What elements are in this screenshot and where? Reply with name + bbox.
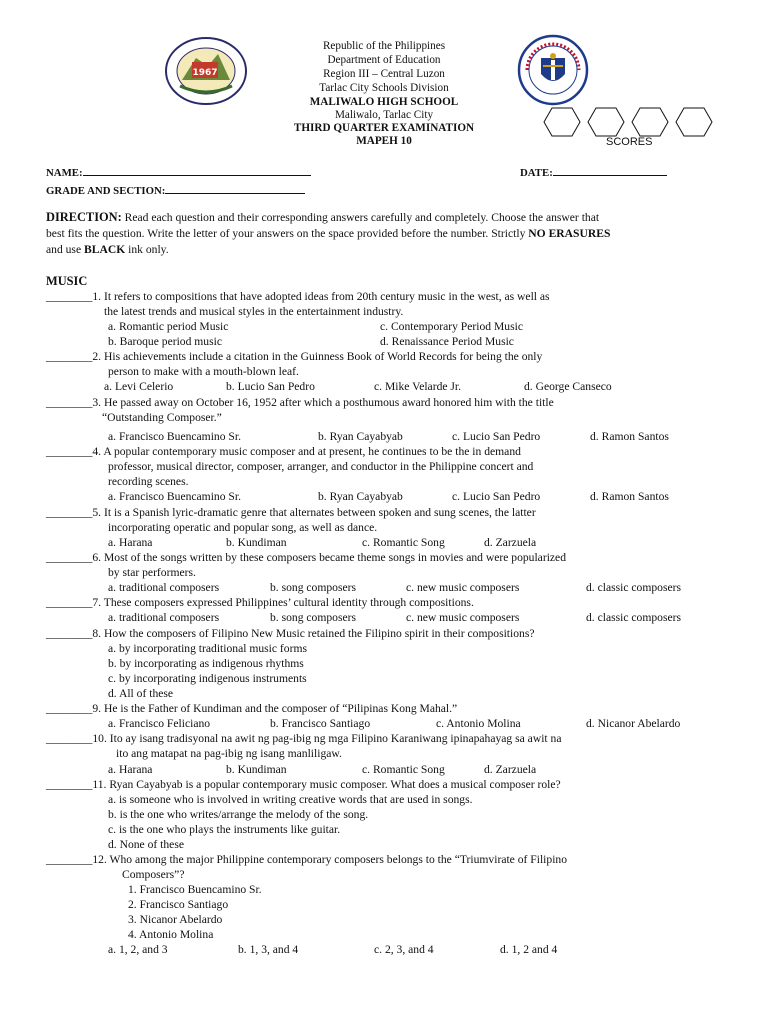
q12-item-2: 2. Francisco Santiago (128, 898, 229, 911)
q12-item-3: 3. Nicanor Abelardo (128, 913, 223, 926)
question-8: ________8. How the composers of Filipino New Music retained the Filipino spirit in their compositions? (46, 627, 535, 640)
q9-option-b: b. Francisco Santiago (270, 717, 371, 730)
grade-label: GRADE AND SECTION: (46, 185, 166, 197)
q12-item-1: 1. Francisco Buencamino Sr. (128, 883, 262, 896)
q8-option-d: d. All of these (108, 687, 174, 700)
question-11: ________11. Ryan Cayabyab is a popular contemporary music composer. What does a musical composer role? (46, 778, 561, 791)
date-input[interactable] (553, 164, 667, 176)
header-exam: THIRD QUARTER EXAMINATION (293, 122, 475, 134)
q7-option-a: a. traditional composers (108, 611, 220, 624)
question-4-line-2: professor, musical director, composer, arranger, and conductor in the Philippine concert and (108, 460, 534, 473)
q7-option-d: d. classic composers (586, 611, 681, 624)
direction-line-2 (46, 226, 610, 241)
question-12: ________12. Who among the major Philippine contemporary composers belongs to the “Triumvirate of Filipino (46, 853, 568, 866)
question-12-line-2: Composers”? (122, 868, 185, 881)
question-5-line-2: incorporating operatic and popular song, as well as dance. (108, 521, 378, 534)
q6-option-b: b. song composers (270, 581, 356, 594)
q1-option-b: b. Baroque period music (108, 335, 222, 348)
header-subject: MAPEH 10 (356, 135, 412, 147)
q11-option-d: d. None of these (108, 838, 184, 851)
score-star-3 (632, 108, 668, 136)
q10-option-b: b. Kundiman (226, 763, 287, 776)
score-star-2 (588, 108, 624, 136)
direction-text-1: Read each question and their corresponding answers carefully and completely. Choose the answer that (124, 211, 600, 224)
q5-option-c: c. Romantic Song (362, 536, 445, 549)
seal-year: 1967 (192, 68, 218, 78)
question-9: ________9. He is the Father of Kundiman and the composer of “Pilipinas Kong Mahal.” (46, 702, 458, 715)
q12-item-4: 4. Antonio Molina (128, 928, 214, 941)
q12-option-a: a. 1, 2, and 3 (108, 943, 168, 956)
direction-text-3a: and use (46, 243, 82, 256)
q3-option-a: a. Francisco Buencamino Sr. (108, 430, 241, 443)
question-4: ________4. A popular contemporary music composer and at present, he continues to be the in demand (46, 445, 521, 458)
q8-option-c: c. by incorporating indigenous instruments (108, 672, 307, 685)
header-department: Department of Education (327, 54, 441, 66)
q6-option-c: c. new music composers (406, 581, 520, 594)
direction-line-3 (46, 242, 169, 257)
q12-option-b: b. 1, 3, and 4 (238, 943, 299, 956)
q1-option-c: c. Contemporary Period Music (380, 320, 523, 333)
q6-option-a: a. traditional composers (108, 581, 220, 594)
q9-option-d: d. Nicanor Abelardo (586, 717, 681, 730)
q10-option-a: a. Harana (108, 763, 153, 776)
section-title: MUSIC (46, 274, 88, 288)
q4-option-a: a. Francisco Buencamino Sr. (108, 490, 241, 503)
q7-option-c: c. new music composers (406, 611, 520, 624)
name-input[interactable] (83, 164, 311, 176)
q4-option-d: d. Ramon Santos (590, 490, 669, 503)
q8-option-a: a. by incorporating traditional music forms (108, 642, 307, 655)
score-star-1 (544, 108, 580, 136)
header-school: MALIWALO HIGH SCHOOL (309, 96, 459, 108)
direction-no-erasures: NO ERASURES (528, 227, 611, 240)
question-10: ________10. Ito ay isang tradisyonal na awit ng pag-ibig ng mga Filipino Karaniwang ipinapahayag sa awit na (46, 732, 562, 745)
q10-option-c: c. Romantic Song (362, 763, 445, 776)
q10-option-d: d. Zarzuela (484, 763, 537, 776)
q5-option-d: d. Zarzuela (484, 536, 537, 549)
q2-option-d: d. George Canseco (524, 380, 612, 393)
question-10-line-2: ito ang matapat na pag-ibig ng isang manliligaw. (116, 747, 342, 760)
question-5: ________5. It is a Spanish lyric-dramatic genre that alternates between spoken and sung scenes, the latter (46, 506, 536, 519)
header-region: Region III – Central Luzon (323, 68, 445, 80)
q1-option-a: a. Romantic period Music (108, 320, 229, 333)
question-2: ________2. His achievements include a citation in the Guinness Book of World Records for being the only (46, 350, 543, 363)
direction-text-3c: ink only. (128, 243, 169, 256)
q2-option-b: b. Lucio San Pedro (226, 380, 315, 393)
question-1-line-2: the latest trends and musical styles in the entertainment industry. (104, 305, 404, 318)
question-3: ________3. He passed away on October 16, 1952 after which a posthumous award honored him with the title (46, 396, 554, 409)
question-4-line-3: recording scenes. (108, 475, 189, 488)
grade-section-field (46, 181, 305, 199)
q11-option-a: a. is someone who is involved in writing creative words that are used in songs. (108, 793, 473, 806)
q4-option-b: b. Ryan Cayabyab (318, 490, 403, 503)
q1-option-d: d. Renaissance Period Music (380, 335, 514, 348)
score-boxes (540, 104, 720, 140)
question-1: ________1. It refers to compositions that have adopted ideas from 20th century music in the west, as well as (46, 290, 550, 303)
grade-input[interactable] (165, 182, 305, 194)
q5-option-b: b. Kundiman (226, 536, 287, 549)
question-6-line-2: by star performers. (108, 566, 196, 579)
q9-option-a: a. Francisco Feliciano (108, 717, 211, 730)
header-division: Tarlac City Schools Division (319, 82, 449, 94)
q7-option-b: b. song composers (270, 611, 356, 624)
q3-option-c: c. Lucio San Pedro (452, 430, 541, 443)
date-label: DATE: (520, 167, 553, 179)
q8-option-b: b. by incorporating as indigenous rhythms (108, 657, 304, 670)
header-address: Maliwalo, Tarlac City (334, 109, 434, 121)
q5-option-a: a. Harana (108, 536, 153, 549)
question-2-line-2: person to make with a mouth-blown leaf. (108, 365, 299, 378)
direction-line-1 (46, 210, 599, 225)
q11-option-b: b. is the one who writes/arrange the melody of the song. (108, 808, 369, 821)
q2-option-c: c. Mike Velarde Jr. (374, 380, 462, 393)
direction-black: BLACK (84, 243, 126, 256)
question-6: ________6. Most of the songs written by these composers became theme songs in movies and were popularized (46, 551, 566, 564)
score-star-4 (676, 108, 712, 136)
direction-text-2: best fits the question. Write the letter of your answers on the space provided before the number. Strictly (46, 227, 526, 240)
name-field (46, 163, 311, 181)
q2-option-a: a. Levi Celerio (104, 380, 174, 393)
q6-option-d: d. classic composers (586, 581, 681, 594)
q3-option-b: b. Ryan Cayabyab (318, 430, 403, 443)
q11-option-c: c. is the one who plays the instruments like guitar. (108, 823, 341, 836)
q12-option-c: c. 2, 3, and 4 (374, 943, 434, 956)
question-7: ________7. These composers expressed Philippines’ cultural identity through compositions. (46, 596, 474, 609)
q3-option-d: d. Ramon Santos (590, 430, 669, 443)
q9-option-c: c. Antonio Molina (436, 717, 521, 730)
q12-option-d: d. 1, 2 and 4 (500, 943, 558, 956)
date-field (520, 163, 667, 181)
header-republic: Republic of the Philippines (322, 40, 446, 52)
q4-option-c: c. Lucio San Pedro (452, 490, 541, 503)
name-label: NAME: (46, 167, 83, 179)
direction-label: DIRECTION: (46, 210, 122, 224)
scores-label: SCORES (606, 136, 653, 148)
question-3-line-2: “Outstanding Composer.” (102, 411, 222, 424)
